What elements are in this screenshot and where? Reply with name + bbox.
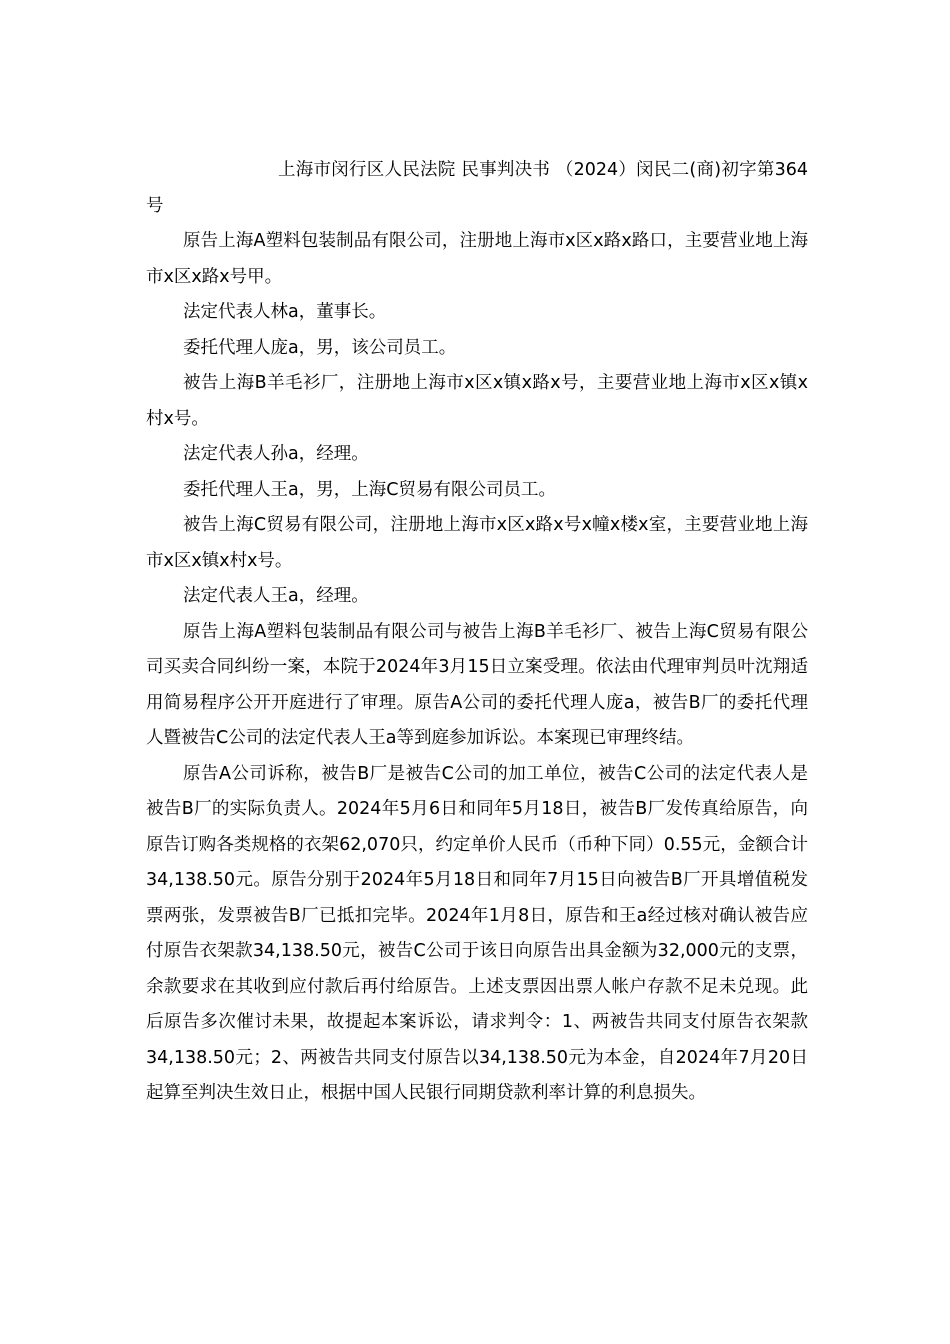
defendant-c-paragraph: 被告上海C贸易有限公司，注册地上海市x区x路x号x幢x楼x室，主要营业地上海市x区x镇x村x号。	[146, 515, 808, 571]
case-filing-paragraph: 原告上海A塑料包装制品有限公司与被告上海B羊毛衫厂、被告上海C贸易有限公司买卖合同纠纷一案，本院于2024年3月15日立案受理。依法由代理审判员叶沈翔适用简易程序公开开庭进行了审理。原告A公司的委托代理人庞a，被告B厂的委托代理人暨被告C公司的法定代表人王a等到庭参加诉讼。本案现已审理终结。	[146, 621, 808, 748]
defendant-b-agent-paragraph: 委托代理人王a，男，上海C贸易有限公司员工。	[183, 479, 556, 500]
document-body	[146, 153, 808, 1112]
plaintiff-paragraph: 原告上海A塑料包装制品有限公司，注册地上海市x区x路x路口，主要营业地上海市x区x路x号甲。	[146, 231, 808, 287]
plaintiff-agent-paragraph: 委托代理人庞a，男，该公司员工。	[183, 337, 457, 358]
defendant-b-representative-paragraph: 法定代表人孙a，经理。	[183, 444, 369, 464]
document-heading: 上海市闵行区人民法院 民事判决书 （2024）闵民二(商)初字第364号	[146, 160, 808, 216]
defendant-c-representative-paragraph: 法定代表人王a，经理。	[183, 586, 369, 606]
defendant-b-paragraph: 被告上海B羊毛衫厂，注册地上海市x区x镇x路x号，主要营业地上海市x区x镇x村x号。	[146, 373, 808, 429]
plaintiff-claim-paragraph: 原告A公司诉称，被告B厂是被告C公司的加工单位，被告C公司的法定代表人是被告B厂的实际负责人。2024年5月6日和同年5月18日，被告B厂发传真给原告，向原告订购各类规格的衣架62,070只，约定单价人民币（币种下同）0.55元，金额合计34,138.50元。原告分别于2024年5月18日和同年7月15日向被告B厂开具增值税发票两张，发票被告B厂已抵扣完毕。2024年1月8日，原告和王a经过核对确认被告应付原告衣架款34,138.50元，被告C公司于该日向原告出具金额为32,000元的支票，余款要求在其收到应付款后再付给原告。上述支票因出票人帐户存款不足未兑现。此后原告多次催讨未果，故提起本案诉讼，请求判令：1、两被告共同支付原告衣架款34,138.50元；2、两被告共同支付原告以34,138.50元为本金，自2024年7月20日起算至判决生效日止，根据中国人民银行同期贷款利率计算的利息损失。	[146, 763, 808, 1103]
plaintiff-representative-paragraph: 法定代表人林a，董事长。	[183, 302, 387, 322]
